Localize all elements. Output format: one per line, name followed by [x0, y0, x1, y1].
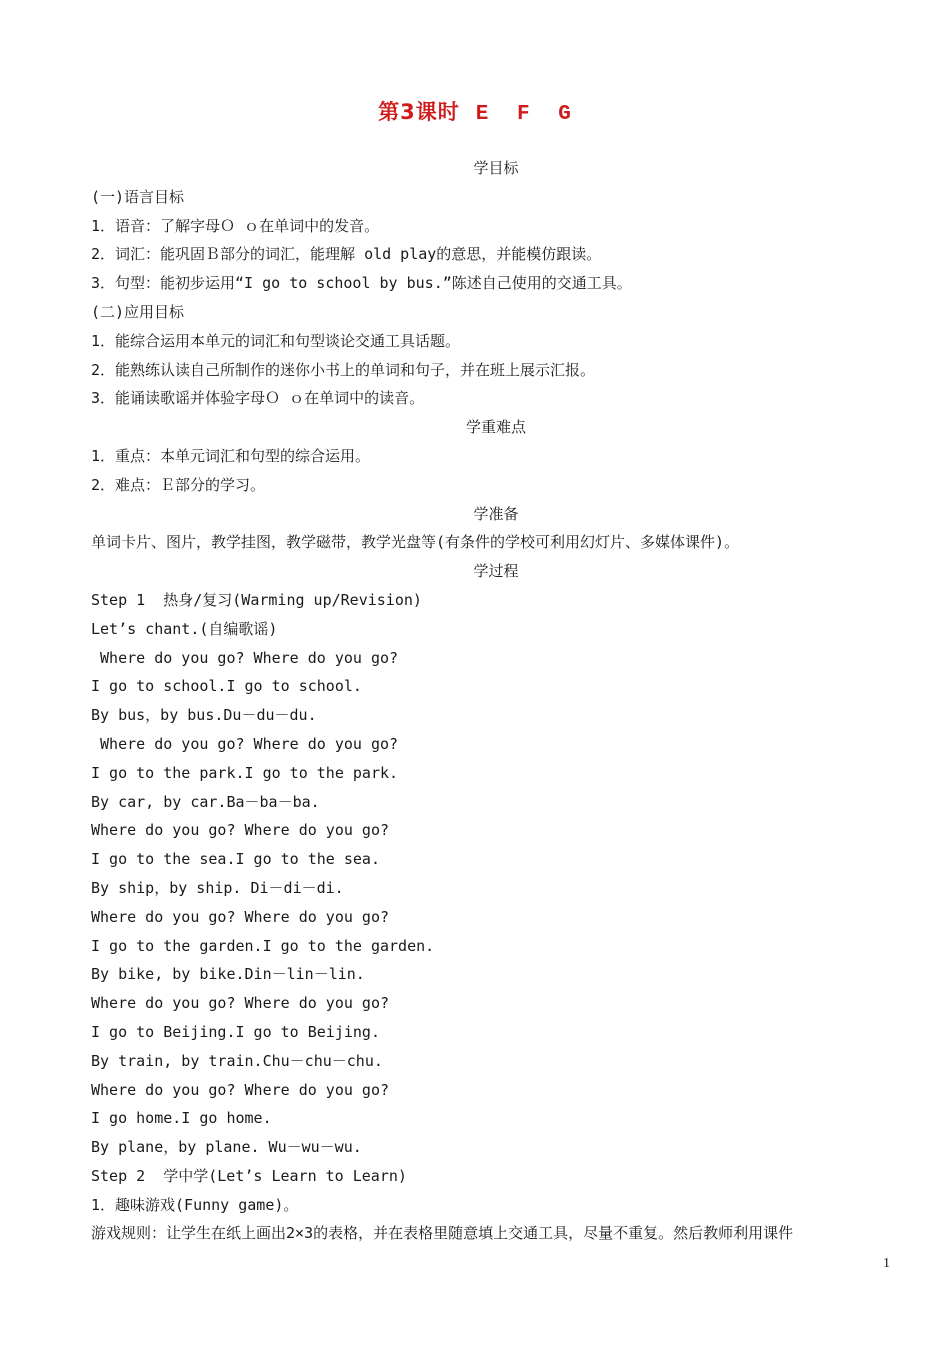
text-line: Let’s chant.(自编歌谣) — [91, 619, 278, 638]
text-line: Where do you go? Where do you go? — [91, 1080, 390, 1099]
text-line: 3．句型：能初步运用“I go to school by bus.”陈述自己使用的交通工具。 — [91, 274, 632, 293]
text-line: (一)语言目标 — [91, 187, 185, 206]
text-line: 2．能熟练认读自己所制作的迷你小书上的单词和句子，并在班上展示汇报。 — [91, 360, 596, 379]
section-heading: 学目标 — [473, 159, 519, 177]
text-line: Where do you go? Where do you go? — [91, 648, 399, 667]
text-line: Where do you go? Where do you go? — [91, 734, 399, 753]
document-body — [91, 154, 901, 1248]
text-line: 1．语音：了解字母Ｏ ｏ在单词中的发音。 — [91, 216, 380, 235]
text-line: I go to school.I go to school. — [91, 677, 362, 696]
section-heading: 学重难点 — [465, 418, 526, 437]
text-line: I go to Beijing.I go to Beijing. — [91, 1022, 380, 1041]
page-number: 1 — [883, 1256, 890, 1271]
text-line: By bus，by bus.Du－du－du. — [91, 706, 317, 725]
text-line: (二)应用目标 — [91, 302, 185, 321]
text-line: 3．能诵读歌谣并体验字母Ｏ ｏ在单词中的读音。 — [91, 389, 425, 408]
text-line: By car, by car.Ba－ba－ba. — [91, 792, 320, 811]
text-line: I go home.I go home. — [91, 1109, 272, 1128]
section-heading: 学过程 — [473, 562, 519, 581]
text-line: 游戏规则：让学生在纸上画出2×3的表格，并在表格里随意填上交通工具，尽量不重复。然后教师利用课件 — [91, 1224, 794, 1243]
text-line: By ship，by ship. Di－di－di. — [91, 878, 344, 897]
text-line: 1．趣味游戏(Funny game)。 — [91, 1195, 299, 1214]
text-line: I go to the garden.I go to the garden. — [91, 936, 435, 955]
text-line: Where do you go? Where do you go? — [91, 994, 390, 1013]
text-line: 1．能综合运用本单元的词汇和句型谈论交通工具话题。 — [91, 331, 461, 350]
lesson-label: 第3课时 — [378, 100, 460, 124]
lesson-letters: E F G — [475, 103, 572, 126]
text-line: I go to the sea.I go to the sea. — [91, 850, 380, 869]
section-heading: 学准备 — [473, 504, 519, 523]
page-title — [0, 96, 950, 126]
text-line: Where do you go? Where do you go? — [91, 907, 390, 926]
text-line: 2．词汇：能巩固Ｂ部分的词汇，能理解 old play的意思，并能模仿跟读。 — [91, 245, 602, 264]
text-line: 单词卡片、图片，教学挂图，教学磁带，教学光盘等(有条件的学校可利用幻灯片、多媒体课件)。 — [91, 533, 740, 552]
text-line: By train, by train.Chu－chu－chu. — [91, 1051, 383, 1070]
text-line: Step 2 学中学(Let’s Learn to Learn) — [91, 1166, 407, 1185]
text-line: By plane，by plane. Wu－wu－wu. — [91, 1138, 362, 1157]
text-line: By bike, by bike.Din－lin－lin. — [91, 965, 365, 984]
text-line: Step 1 热身/复习(Warming up/Revision) — [91, 590, 422, 609]
text-line: 2．难点：Ｅ部分的学习。 — [91, 475, 266, 494]
text-line: Where do you go? Where do you go? — [91, 821, 390, 840]
text-line: 1．重点：本单元词汇和句型的综合运用。 — [91, 446, 371, 465]
text-line: I go to the park.I go to the park. — [91, 763, 399, 782]
